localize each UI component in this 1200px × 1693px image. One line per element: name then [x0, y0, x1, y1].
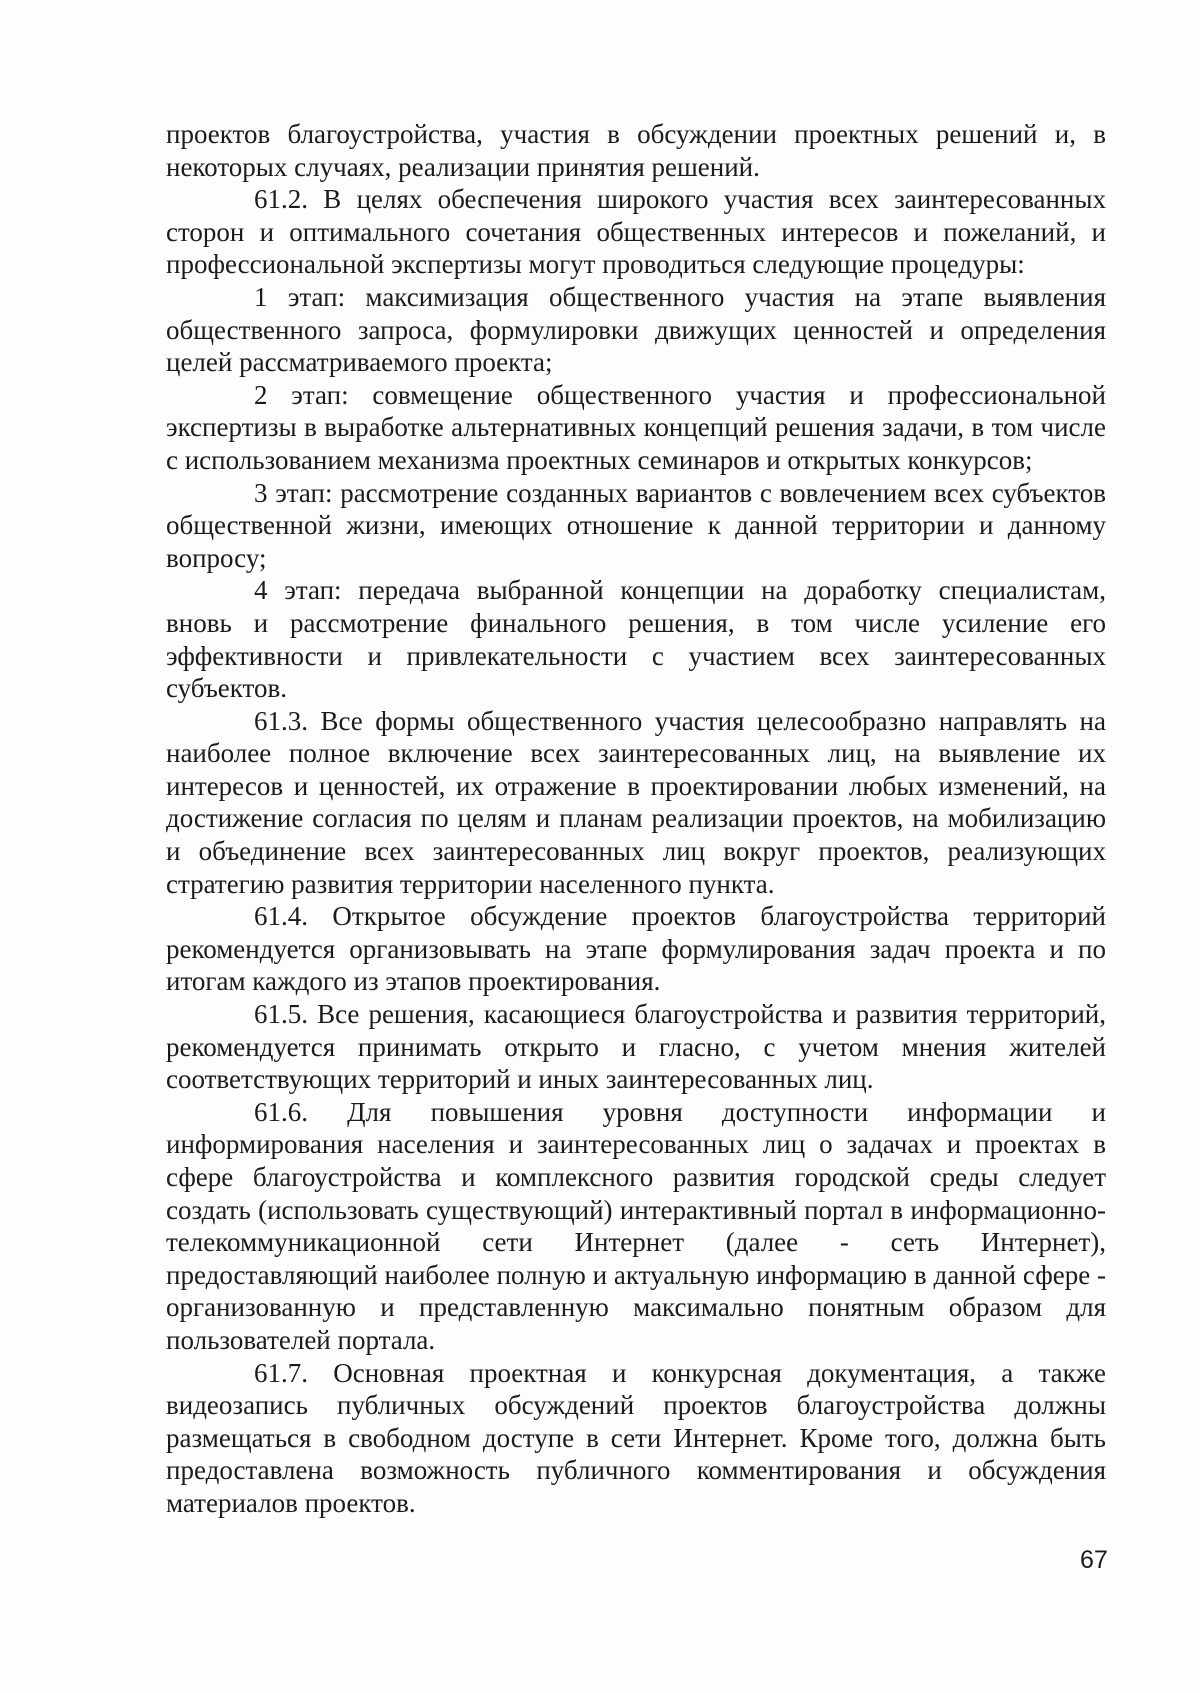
paragraph-61-5: 61.5. Все решения, касающиеся благоустройства и развития территорий, рекомендуется принимать открыто и гласно, с учетом мнения жителей соответствующих территорий и иных заинтересованных лиц. [166, 999, 1106, 1095]
paragraph-61-3: 61.3. Все формы общественного участия целесообразно направлять на наиболее полное включение всех заинтересованных лиц, на выявление их интересов и ценностей, их отражение в проектировании любых изменений, на достижение согласия по целям и планам реализации проектов, на мобилизацию и объединение всех заинтересованных лиц вокруг проектов, реализующих стратегию развития территории населенного пункта. [166, 705, 1106, 899]
paragraph-stage-4: 4 этап: передача выбранной концепции на доработку специалистам, вновь и рассмотрение финального решения, в том числе усиление его эффективности и привлекательности с участием всех заинтересованных субъектов. [166, 575, 1106, 704]
paragraph-continuation: проектов благоустройства, участия в обсуждении проектных решений и, в некоторых случаях, реализации принятия решений. [166, 119, 1106, 182]
paragraph-61-6: 61.6. Для повышения уровня доступности информации и информирования населения и заинтересованных лиц о задачах и проектах в сфере благоустройства и комплексного развития городской среды следует создать (использовать существующий) интерактивный портал в информационно-телекоммуникационной сети Интернет (далее - сеть Интернет), предоставляющий наиболее полную и актуальную информацию в данной сфере - организованную и представленную максимально понятным образом для пользователей портала. [166, 1096, 1106, 1355]
paragraph-61-2: 61.2. В целях обеспечения широкого участия всех заинтересованных сторон и оптимального сочетания общественных интересов и пожеланий, и профессиональной экспертизы могут проводиться следующие процедуры: [166, 184, 1106, 280]
paragraph-stage-3: 3 этап: рассмотрение созданных вариантов с вовлечением всех субъектов общественной жизни, имеющих отношение к данной территории и данному вопросу; [166, 477, 1106, 573]
page-number: 67 [1080, 1546, 1108, 1574]
paragraph-61-4: 61.4. Открытое обсуждение проектов благоустройства территорий рекомендуется организовывать на этапе формулирования задач проекта и по итогам каждого из этапов проектирования. [166, 901, 1106, 997]
paragraph-61-7: 61.7. Основная проектная и конкурсная документация, а также видеозапись публичных обсуждений проектов благоустройства должны размещаться в свободном доступе в сети Интернет. Кроме того, должна быть предоставлена возможность публичного комментирования и обсуждения материалов проектов. [166, 1357, 1106, 1518]
paragraph-stage-1: 1 этап: максимизация общественного участия на этапе выявления общественного запроса, формулировки движущих ценностей и определения целей рассматриваемого проекта; [166, 281, 1106, 378]
paragraph-stage-2: 2 этап: совмещение общественного участия и профессиональной экспертизы в выработке альтернативных концепций решения задачи, в том числе с использованием механизма проектных семинаров и открытых конкурсов; [166, 379, 1106, 475]
document-body [166, 118, 1106, 1520]
